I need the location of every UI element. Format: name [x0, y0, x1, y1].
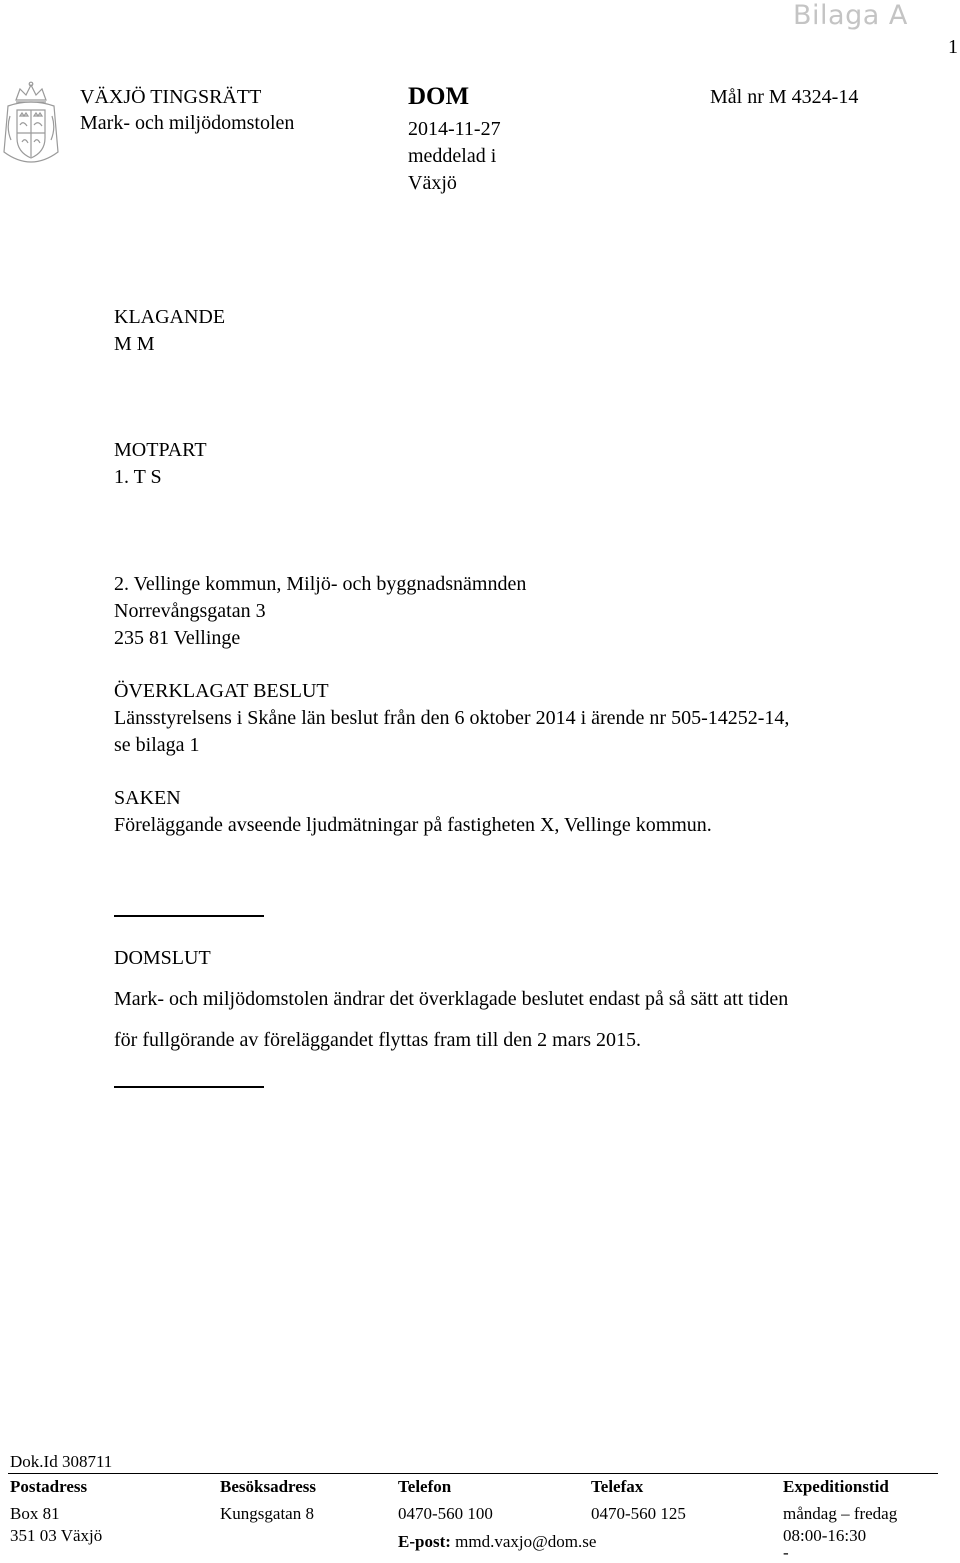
page-number: 1	[948, 36, 958, 58]
footer-rule	[8, 1473, 938, 1474]
expeditionstid-line1: måndag – fredag	[783, 1504, 898, 1523]
telefon-value: 0470-560 100	[398, 1504, 493, 1523]
case-number: Mål nr M 4324-14	[710, 86, 859, 108]
epost-row	[398, 1531, 596, 1553]
telefax-label: Telefax	[591, 1477, 644, 1496]
motpart-2-line1: 2. Vellinge kommun, Miljö- och byggnadsnämnden	[114, 573, 527, 595]
motpart-2-line2: Norrevångsgatan 3	[114, 600, 266, 622]
besoksadress-line1: Kungsgatan 8	[220, 1504, 314, 1523]
motpart-heading: MOTPART	[114, 439, 207, 461]
court-name: VÄXJÖ TINGSRÄTT	[80, 86, 262, 108]
telefon-label: Telefon	[398, 1477, 452, 1496]
document-issued: meddelad i	[408, 145, 497, 167]
ruling-heading: DOMSLUT	[114, 947, 211, 969]
expeditionstid-line2: 08:00-16:30	[783, 1526, 867, 1545]
matter-heading: SAKEN	[114, 787, 181, 809]
postadress-label: Postadress	[10, 1477, 88, 1496]
document-place: Växjö	[408, 172, 457, 194]
epost-label: E-post:	[398, 1532, 451, 1551]
court-division: Mark- och miljödomstolen	[80, 112, 295, 134]
klagande-name: M M	[114, 333, 155, 355]
motpart-1: 1. T S	[114, 466, 162, 488]
watermark-bilaga: Bilaga A	[793, 0, 908, 31]
expeditionstid-line3: -	[783, 1543, 789, 1562]
separator-line-top	[114, 915, 264, 917]
appealed-line1: Länsstyrelsens i Skåne län beslut från den 6 oktober 2014 i ärende nr 505-14252-14,	[114, 707, 790, 729]
telefax-value: 0470-560 125	[591, 1504, 686, 1523]
klagande-heading: KLAGANDE	[114, 306, 226, 328]
expeditionstid-label: Expeditionstid	[783, 1477, 889, 1496]
motpart-2-line3: 235 81 Vellinge	[114, 627, 241, 649]
ruling-line2: för fullgörande av föreläggandet flyttas fram till den 2 mars 2015.	[114, 1029, 642, 1051]
ruling-line1: Mark- och miljödomstolen ändrar det överklagade beslutet endast på så sätt att tiden	[114, 988, 789, 1010]
coat-of-arms-logo	[2, 80, 60, 172]
matter-text: Föreläggande avseende ljudmätningar på fastigheten X, Vellinge kommun.	[114, 814, 712, 836]
appealed-line2: se bilaga 1	[114, 734, 200, 756]
separator-line-bottom	[114, 1086, 264, 1088]
document-type: DOM	[408, 83, 470, 110]
epost-value: mmd.vaxjo@dom.se	[455, 1532, 597, 1551]
postadress-line1: Box 81	[10, 1504, 60, 1523]
besoksadress-label: Besöksadress	[220, 1477, 317, 1496]
appealed-heading: ÖVERKLAGAT BESLUT	[114, 680, 329, 702]
postadress-line2: 351 03 Växjö	[10, 1526, 103, 1545]
document-id: Dok.Id 308711	[10, 1452, 113, 1471]
document-date: 2014-11-27	[408, 118, 501, 140]
